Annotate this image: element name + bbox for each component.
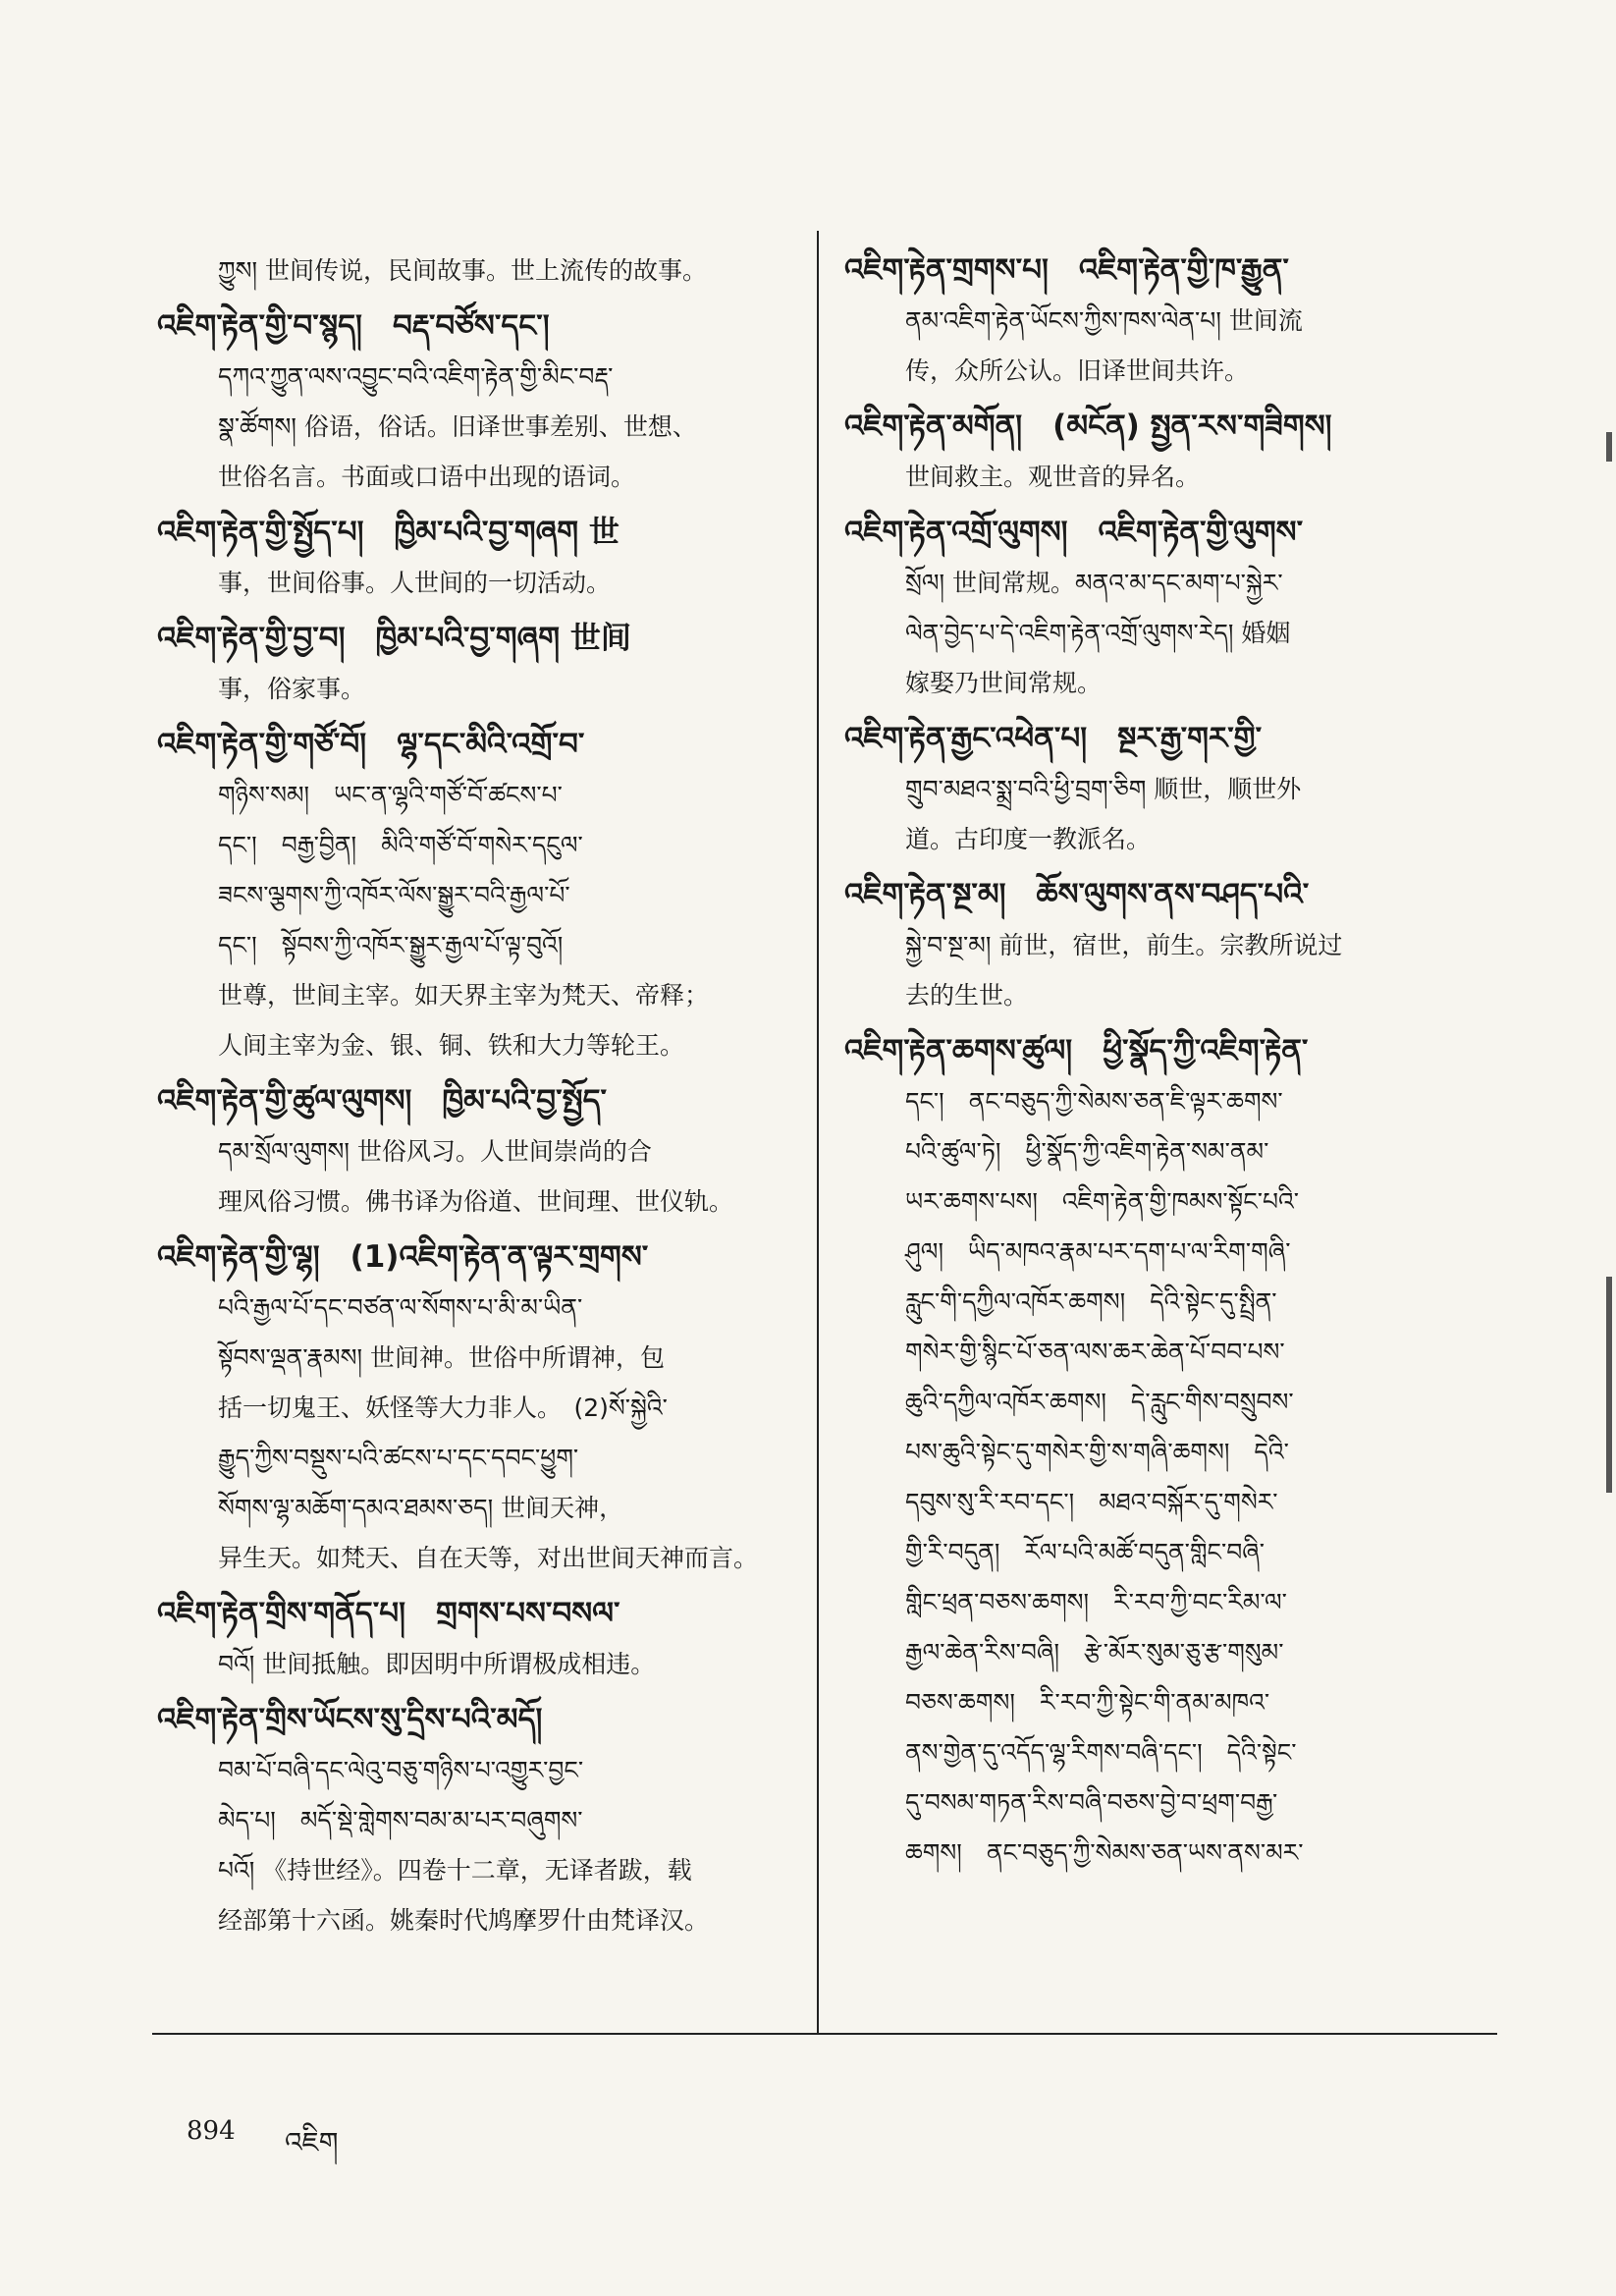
scan-edge-mark	[1606, 1277, 1612, 1493]
text-line: ཡར་ཆགས་པས། འཇིག་རྟེན་གྱི་ཁམས་སྟོང་པའི་	[905, 1187, 1300, 1216]
text-line: གླིང་ཕྲན་བཅས་ཆགས། རི་རབ་ཀྱི་བང་རིམ་ལ་	[905, 1588, 1287, 1616]
text-line: 嫁娶乃世间常规。	[905, 669, 1103, 697]
text-line: རྒྱལ་ཆེན་རིས་བཞི། རྩེ་མོར་སུམ་ཅུ་རྩ་གསུམ་	[905, 1638, 1284, 1667]
headword-line: འཇིག་རྟེན་གྱི་ལྷ། (1)འཇིག་རྟེན་ན་ལྟར་གྲགས་	[157, 1239, 649, 1275]
text-line: 世俗名言。书面或口语中出现的语词。	[218, 463, 636, 491]
left-column	[157, 246, 795, 1951]
text-line: དུ་བསམ་གཏན་རིས་བཞི་བཅས་བྱེ་བ་ཕྲག་བརྒྱ་	[905, 1788, 1278, 1817]
headword-line: འཇིག་རྟེན་མགོན། (མངོན) སྤྱན་རས་གཟིགས།	[844, 409, 1332, 444]
text-line: 理风俗习惯。佛书译为俗道、世间理、世仪轨。	[218, 1187, 734, 1216]
text-line: 人间主宰为金、银、铜、铁和大力等轮王。	[218, 1031, 685, 1060]
text-line: བའོ། 世间抵触。即因明中所谓极成相违。	[218, 1650, 656, 1678]
headword-line: འཇིག་རྟེན་གྱི་ཚུལ་ལུགས། ཁྱིམ་པའི་བྱ་སྤྱོད་	[157, 1083, 608, 1119]
text-line: 世尊，世间主宰。如天界主宰为梵天、帝释；	[218, 981, 710, 1010]
entry	[157, 1695, 795, 1945]
headword-line: འཇིག་རྟེན་གྲིས་གནོད་པ། གྲགས་པས་བསལ་	[157, 1596, 620, 1631]
entry	[157, 508, 795, 608]
entry	[844, 402, 1482, 502]
text-line: ནམ་འཇིག་རྟེན་ཡོངས་ཀྱིས་ཁས་ལེན་པ། 世间流	[905, 306, 1303, 335]
text-line: བམ་པོ་བཞི་དང་ལེའུ་བཅུ་གཉིས་པ་འགྱུར་བྱང་	[218, 1756, 584, 1784]
text-line: 去的生世。	[905, 981, 1029, 1010]
text-line: 道。古印度一教派名。	[905, 825, 1152, 853]
text-line: སོགས་ལྷ་མཆོག་དམའ་ཐམས་ཅད། 世间天神，	[218, 1494, 624, 1522]
entry	[157, 1076, 795, 1227]
text-line: 经部第十六函。姚秦时代鸠摩罗什由梵译汉。	[218, 1906, 710, 1935]
text-line: པས་ཆུའི་སྟེང་དུ་གསེར་གྱི་ས་གཞི་ཆགས། དེའི་	[905, 1438, 1289, 1466]
headword-line: འཇིག་རྟེན་གྲིས་ཡོངས་སུ་དྲིས་པའི་མདོ།	[157, 1702, 543, 1737]
text-line: གྱི་རི་བདུན། རོལ་པའི་མཚོ་བདུན་གླིང་བཞི་	[905, 1538, 1265, 1566]
text-line: རླུང་གི་དཀྱིལ་འཁོར་ཆགས། དེའི་སྟེང་དུ་སྤྲིན་	[905, 1287, 1277, 1316]
text-line: སྐྱེ་བ་སྔ་མ། 前世，宿世，前生。宗教所说过	[905, 931, 1343, 959]
text-line: དཀའ་ཀྱུན་ལས་འབྱུང་བའི་འཇིག་རྟེན་གྱི་མིང་བརྡ་	[218, 362, 614, 391]
page-number: 894	[187, 2116, 236, 2146]
text-line: པའོ། 《持世经》。四卷十二章，无译者跋，载	[218, 1856, 692, 1885]
footer-rule	[152, 2033, 1497, 2035]
text-line: མེད་པ། མདོ་སྡེ་གླེགས་བམ་མ་པར་བཞུགས་	[218, 1806, 583, 1834]
text-line: བཅས་ཆགས། རི་རབ་ཀྱི་སྟེང་གི་ནམ་མཁའ་	[905, 1688, 1270, 1717]
headword-line: འཇིག་རྟེན་གྲགས་པ། འཇིག་རྟེན་གྱི་ཁ་རྒྱུན་	[844, 252, 1289, 288]
text-line: ཤུལ། ཡིད་མཁའ་རྣམ་པར་དག་པ་ལ་རིག་གཞི་	[905, 1237, 1291, 1266]
text-line: ལེན་བྱེད་པ་དེ་འཇིག་རྟེན་འགྲོ་ལུགས་རེད། 婚姻	[905, 619, 1291, 647]
text-line: སྟོབས་ལྡན་རྣམས། 世间神。世俗中所谓神，包	[218, 1343, 665, 1372]
text-line: 异生天。如梵天、自在天等，对出世间天神而言。	[218, 1544, 759, 1572]
entry	[844, 1026, 1482, 1878]
headword-line: འཇིག་རྟེན་གྱི་སྤྱོད་པ། ཁྱིམ་པའི་བྱ་གཞག 世	[157, 515, 619, 550]
text-line: ཆགས། ནང་བཅུད་ཀྱི་སེམས་ཅན་ཡས་ནས་མར་	[905, 1838, 1304, 1867]
text-line: 传，众所公认。旧译世间共许。	[905, 356, 1250, 385]
right-column	[844, 246, 1482, 1884]
text-line: གྲུབ་མཐའ་སྨྲ་བའི་ཕྱི་བྲག་ཅིག 顺世，顺世外	[905, 775, 1302, 803]
column-divider	[817, 231, 819, 2033]
text-line: ཟངས་ལྕགས་ཀྱི་འཁོར་ལོས་སྒྱུར་བའི་རྒྱལ་པོ་	[218, 881, 570, 909]
text-line: དམ་སྲོལ་ལུགས། 世俗风习。人世间崇尚的合	[218, 1137, 652, 1166]
headword-line: འཇིག་རྟེན་འགྲོ་ལུགས། འཇིག་རྟེན་གྱི་ལུགས་	[844, 515, 1304, 550]
text-line: གསེར་གྱི་སྙིང་པོ་ཅན་ལས་ཆར་ཆེན་པོ་བབ་པས་	[905, 1338, 1285, 1366]
entry	[157, 301, 795, 502]
entry	[157, 1232, 795, 1583]
entry	[844, 870, 1482, 1020]
running-head: འཇིག	[285, 2126, 339, 2159]
text-line: 世间救主。观世音的异名。	[905, 463, 1201, 491]
text-line: དང་། ནང་བཅུད་ཀྱི་སེམས་ཅན་ཇི་ལྟར་ཆགས་	[905, 1087, 1283, 1116]
headword-line: འཇིག་རྟེན་གྱི་གཙོ་བོ། ལྷ་དང་མིའི་འགྲོ་བ་	[157, 727, 585, 762]
text-line: སྣ་ཚོགས། 俗语，俗话。旧译世事差别、世想、	[218, 412, 697, 441]
text-line: ནས་གྱེན་དུ་འདོད་ལྷ་རིགས་བཞི་དང་། དེའི་སྟེང་	[905, 1738, 1297, 1767]
headword-line: འཇིག་རྟེན་གྱི་བ་སྙད། བརྡ་བཙོས་དང་།	[157, 308, 550, 344]
text-line: 事，世间俗事。人世间的一切活动。	[218, 569, 612, 597]
text-line: རྒྱུད་ཀྱིས་བསྡུས་པའི་ཚངས་པ་དང་དབང་ཕྱུག་	[218, 1444, 579, 1472]
headword-line: འཇིག་རྟེན་སྔ་མ། ཆོས་ལུགས་ནས་བཤད་པའི་	[844, 877, 1310, 912]
entry	[157, 246, 795, 296]
entry	[844, 508, 1482, 708]
text-line: ཆུའི་དཀྱིལ་འཁོར་ཆགས། དེ་རླུང་གིས་བསྲུབས་	[905, 1388, 1294, 1416]
text-line: དང་། བརྒྱ་བྱིན། མིའི་གཙོ་བོ་གསེར་དངུལ་	[218, 831, 583, 859]
text-line: 事，俗家事。	[218, 675, 366, 703]
text-line: པའི་ཚུལ་ཏེ། ཕྱི་སྣོད་ཀྱི་འཇིག་རྟེན་སམ་ནམ་	[905, 1137, 1269, 1166]
entry	[844, 246, 1482, 396]
entry	[844, 714, 1482, 864]
text-line: པའི་རྒྱལ་པོ་དང་བཙན་ལ་སོགས་པ་མི་མ་ཡིན་	[218, 1293, 583, 1322]
headword-line: འཇིག་རྟེན་རྒྱང་འཕེན་པ། སྔར་རྒྱ་གར་གྱི་	[844, 721, 1263, 756]
text-line: ཀྱུས། 世间传说，民间故事。世上流传的故事。	[218, 256, 707, 285]
text-line: 括一切鬼王、妖怪等大力非人。 (2)སོ་སྐྱེའི་	[218, 1394, 668, 1422]
text-line: སྲོལ། 世间常规。མནའ་མ་དང་མག་པ་སྐྱེར་	[905, 569, 1283, 597]
scan-edge-mark	[1606, 432, 1612, 462]
text-line: དང་། སྟོབས་ཀྱི་འཁོར་སྒྱུར་རྒྱལ་པོ་ལྟ་བུའོ།	[218, 931, 564, 959]
entry	[157, 1589, 795, 1689]
entry	[157, 614, 795, 714]
headword-line: འཇིག་རྟེན་ཆགས་ཚུལ། ཕྱི་སྣོད་ཀྱི་འཇིག་རྟེན་	[844, 1033, 1309, 1068]
headword-line: འཇིག་རྟེན་གྱི་བྱ་བ། ཁྱིམ་པའི་བྱ་གཞག 世间	[157, 621, 631, 656]
text-line: གཉིས་སམ། ཡང་ན་ལྷའི་གཙོ་བོ་ཚངས་པ་	[218, 781, 563, 809]
entry	[157, 720, 795, 1070]
text-line: དབུས་སུ་རི་རབ་དང་། མཐའ་བསྐོར་དུ་གསེར་	[905, 1488, 1278, 1516]
